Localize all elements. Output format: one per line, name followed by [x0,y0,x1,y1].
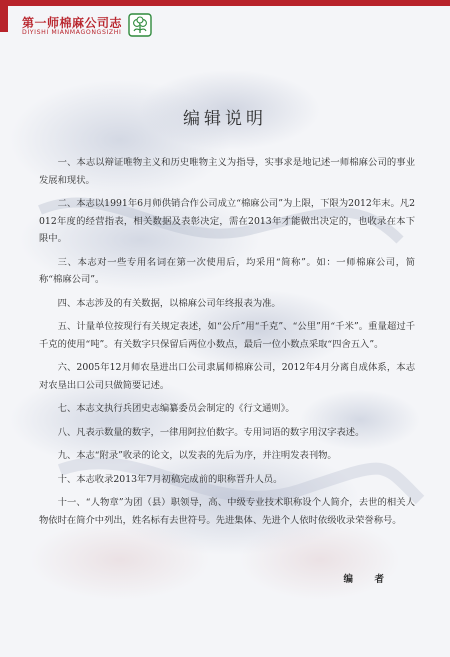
page-title: 编辑说明 [183,109,267,129]
header-title-pinyin: DIYISHI MIANMAGONGSIZHI [22,29,122,36]
paragraph-5: 五、计量单位按现行有关规定表述，如“公斤”用“千克”、“公里”用“千米”。重量超过千千克的使用“吨”。有关数字只保留后两位小数点，最后一位小数点采取“四舍五入”。 [39,321,415,350]
page-header [0,0,450,44]
paragraph-7: 七、本志文执行兵团史志编纂委员会制定的《行文通则》。 [57,403,295,414]
header-accent-bar [0,0,450,6]
paragraph-11: 十一、“人物章”为团（县）职领导，高、中级专业技术职称设个人简介，去世的相关人物依时在简介中列出，姓名标有去世符号。先进集体、先进个人依时依级收录荣誉称号。 [39,497,415,526]
paragraph-1: 一、本志以辩证唯物主义和历史唯物主义为指导，实事求是地记述一师棉麻公司的事业发展和现状。 [39,157,415,186]
paragraph-2: 二、本志以1991年6月师供销合作公司成立“棉麻公司”为上限，下限为2012年末。凡2012年度的经营指表，相关数据及表彰决定，需在2013年才能做出决定的，也收录在本下限中。 [39,198,415,244]
paragraph-8: 八、凡表示数量的数字，一律用阿拉伯数字。专用词语的数字用汉字表述。 [57,426,365,438]
paragraph-10: 十、本志收录2013年7月初稿完成前的职称晋升人员。 [57,473,283,485]
header-title: 第一师棉麻公司志 [22,16,123,30]
editor-signature: 编 者 [343,574,390,585]
paragraph-6: 六、2005年12月师农垦进出口公司隶属师棉麻公司，2012年4月分离自成体系，本志对农垦出口公司只做简要记述。 [39,362,415,391]
paragraph-9: 九、本志“附录”收录的论文，以发表的先后为序，并注明发表刊物。 [57,450,337,461]
editorial-notes-body [39,154,415,535]
header-accent-mark [0,6,8,32]
paragraph-3: 三、本志对一些专用名词在第一次使用后，均采用“简称”。如：一师棉麻公司，简称“棉麻公司”。 [39,256,415,285]
cotton-boll-logo-icon [128,13,152,37]
paragraph-4: 四、本志涉及的有关数据，以棉麻公司年终报表为准。 [57,297,281,309]
